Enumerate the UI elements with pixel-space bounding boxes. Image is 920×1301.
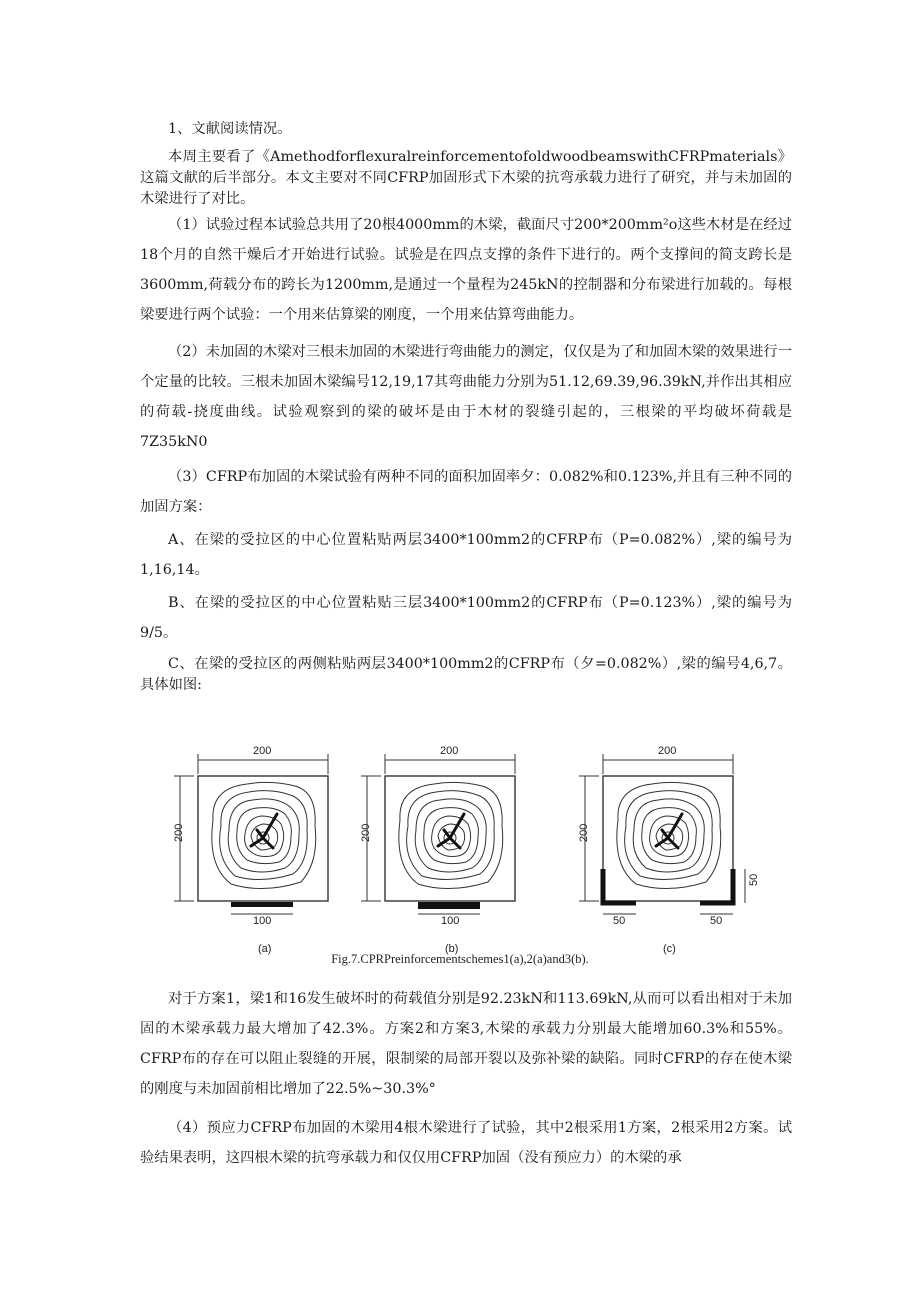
panel-b-width-dim: 200	[440, 745, 459, 757]
paragraph-test-process: （1）试验过程本试验总共用了20根4000mm的木梁，截面尺寸200*200mm²o这些木材是在经过18个月的自然干燥后才开始进行试验。试验是在四点支撑的条件下进行的。两个支撑间的简支跨长是3600mm,荷载分布的跨长为1200mm,是通过一个量程为245kN的控制器和分布梁进行加载的。每根梁要进行两个试验：一个用来估算梁的刚度，一个用来估算弯曲能力。	[140, 217, 792, 323]
paragraph-scheme-a: A、在梁的受拉区的中心位置粘贴两层3400*100mm2的CFRP布（P=0.082%）,梁的编号为1,16,14。	[140, 532, 792, 578]
cfrp-strip-c-left	[603, 869, 636, 903]
panel-a-bottom-dim: 100	[253, 915, 272, 927]
paragraph-intro: 本周主要看了《AmethodforflexuralreinforcementofoldwoodbeamswithCFRPmaterials》这篇文献的后半部分。本文主要对不同CFRP加固形式下木梁的抗弯承载力进行了研究，并与未加固的木梁进行了对比。	[140, 149, 792, 207]
panel-b-bottom-dim: 100	[441, 915, 460, 927]
paragraph-prestressed: （4）预应力CFRP布加固的木梁用4根木梁进行了试验，其中2根采用1方案，2根采用2方案。试验结果表明，这四根木梁的抗弯承载力和仅仅用CFRP加固（没有预应力）的木梁的承	[140, 1120, 792, 1166]
paragraph-scheme-c: C、在梁的受拉区的两侧粘贴两层3400*100mm2的CFRP布（夕=0.082%）,梁的编号4,6,7。具体如图:	[140, 656, 792, 693]
figure-caption: Fig.7.CPRPreinforcementschemes1(a),2(a)and3(b).	[331, 952, 589, 966]
paragraph-cfrp: （3）CFRP布加固的木梁试验有两种不同的面积加固率夕：0.082%和0.123%,并且有三种不同的加固方案：	[140, 469, 792, 515]
panel-b-height-dim: 200	[360, 823, 372, 842]
panel-c-right-dim: 50	[710, 915, 723, 927]
panel-a-width-dim: 200	[253, 745, 272, 757]
reinforcement-schemes-figure	[160, 732, 760, 967]
cfrp-strip-c-right	[700, 869, 733, 903]
panel-c-side-dim: 50	[748, 873, 760, 886]
cfrp-strip-b	[418, 902, 480, 909]
paragraph-scheme-b: B、在梁的受拉区的中心位置粘贴三层3400*100mm2的CFRP布（P=0.123%）,梁的编号为9/5。	[140, 595, 792, 641]
section-heading: 1、文献阅读情况。	[168, 121, 292, 137]
panel-a	[198, 776, 328, 907]
panel-b	[385, 776, 515, 909]
paragraph-scheme-results: 对于方案1，梁1和16发生破坏时的荷载值分别是92.23kN和113.69kN,从而可以看出相对于未加固的木梁承载力最大增加了42.3%。方案2和方案3,木梁的承载力分别最大能增加60.3%和55%。CFRP布的存在可以阻止裂缝的开展，限制梁的局部开裂以及弥补梁的缺陷。同时CFRP的存在使木梁的刚度与未加固前相比增加了22.5%~30.3%°	[140, 991, 792, 1097]
panel-c-height-dim: 200	[578, 823, 590, 842]
panel-c-label: (c)	[663, 943, 676, 955]
cfrp-strip-a	[231, 902, 293, 907]
panel-b-label: (b)	[445, 943, 459, 955]
panel-c-left-dim: 50	[613, 915, 626, 927]
panel-c	[603, 776, 733, 903]
panel-c-width-dim: 200	[658, 745, 677, 757]
paragraph-unreinforced: （2）未加固的木梁对三根未加固的木梁进行弯曲能力的测定，仅仅是为了和加固木梁的效果进行一个定量的比较。三根未加固木梁编号12,19,17其弯曲能力分别为51.12,69.39,96.39kN,并作出其相应的荷载-挠度曲线。试验观察到的梁的破坏是由于木材的裂缝引起的，三根梁的平均破坏荷载是7Z35kN0	[140, 344, 792, 450]
panel-a-label: (a)	[258, 943, 272, 955]
panel-a-height-dim: 200	[173, 823, 185, 842]
